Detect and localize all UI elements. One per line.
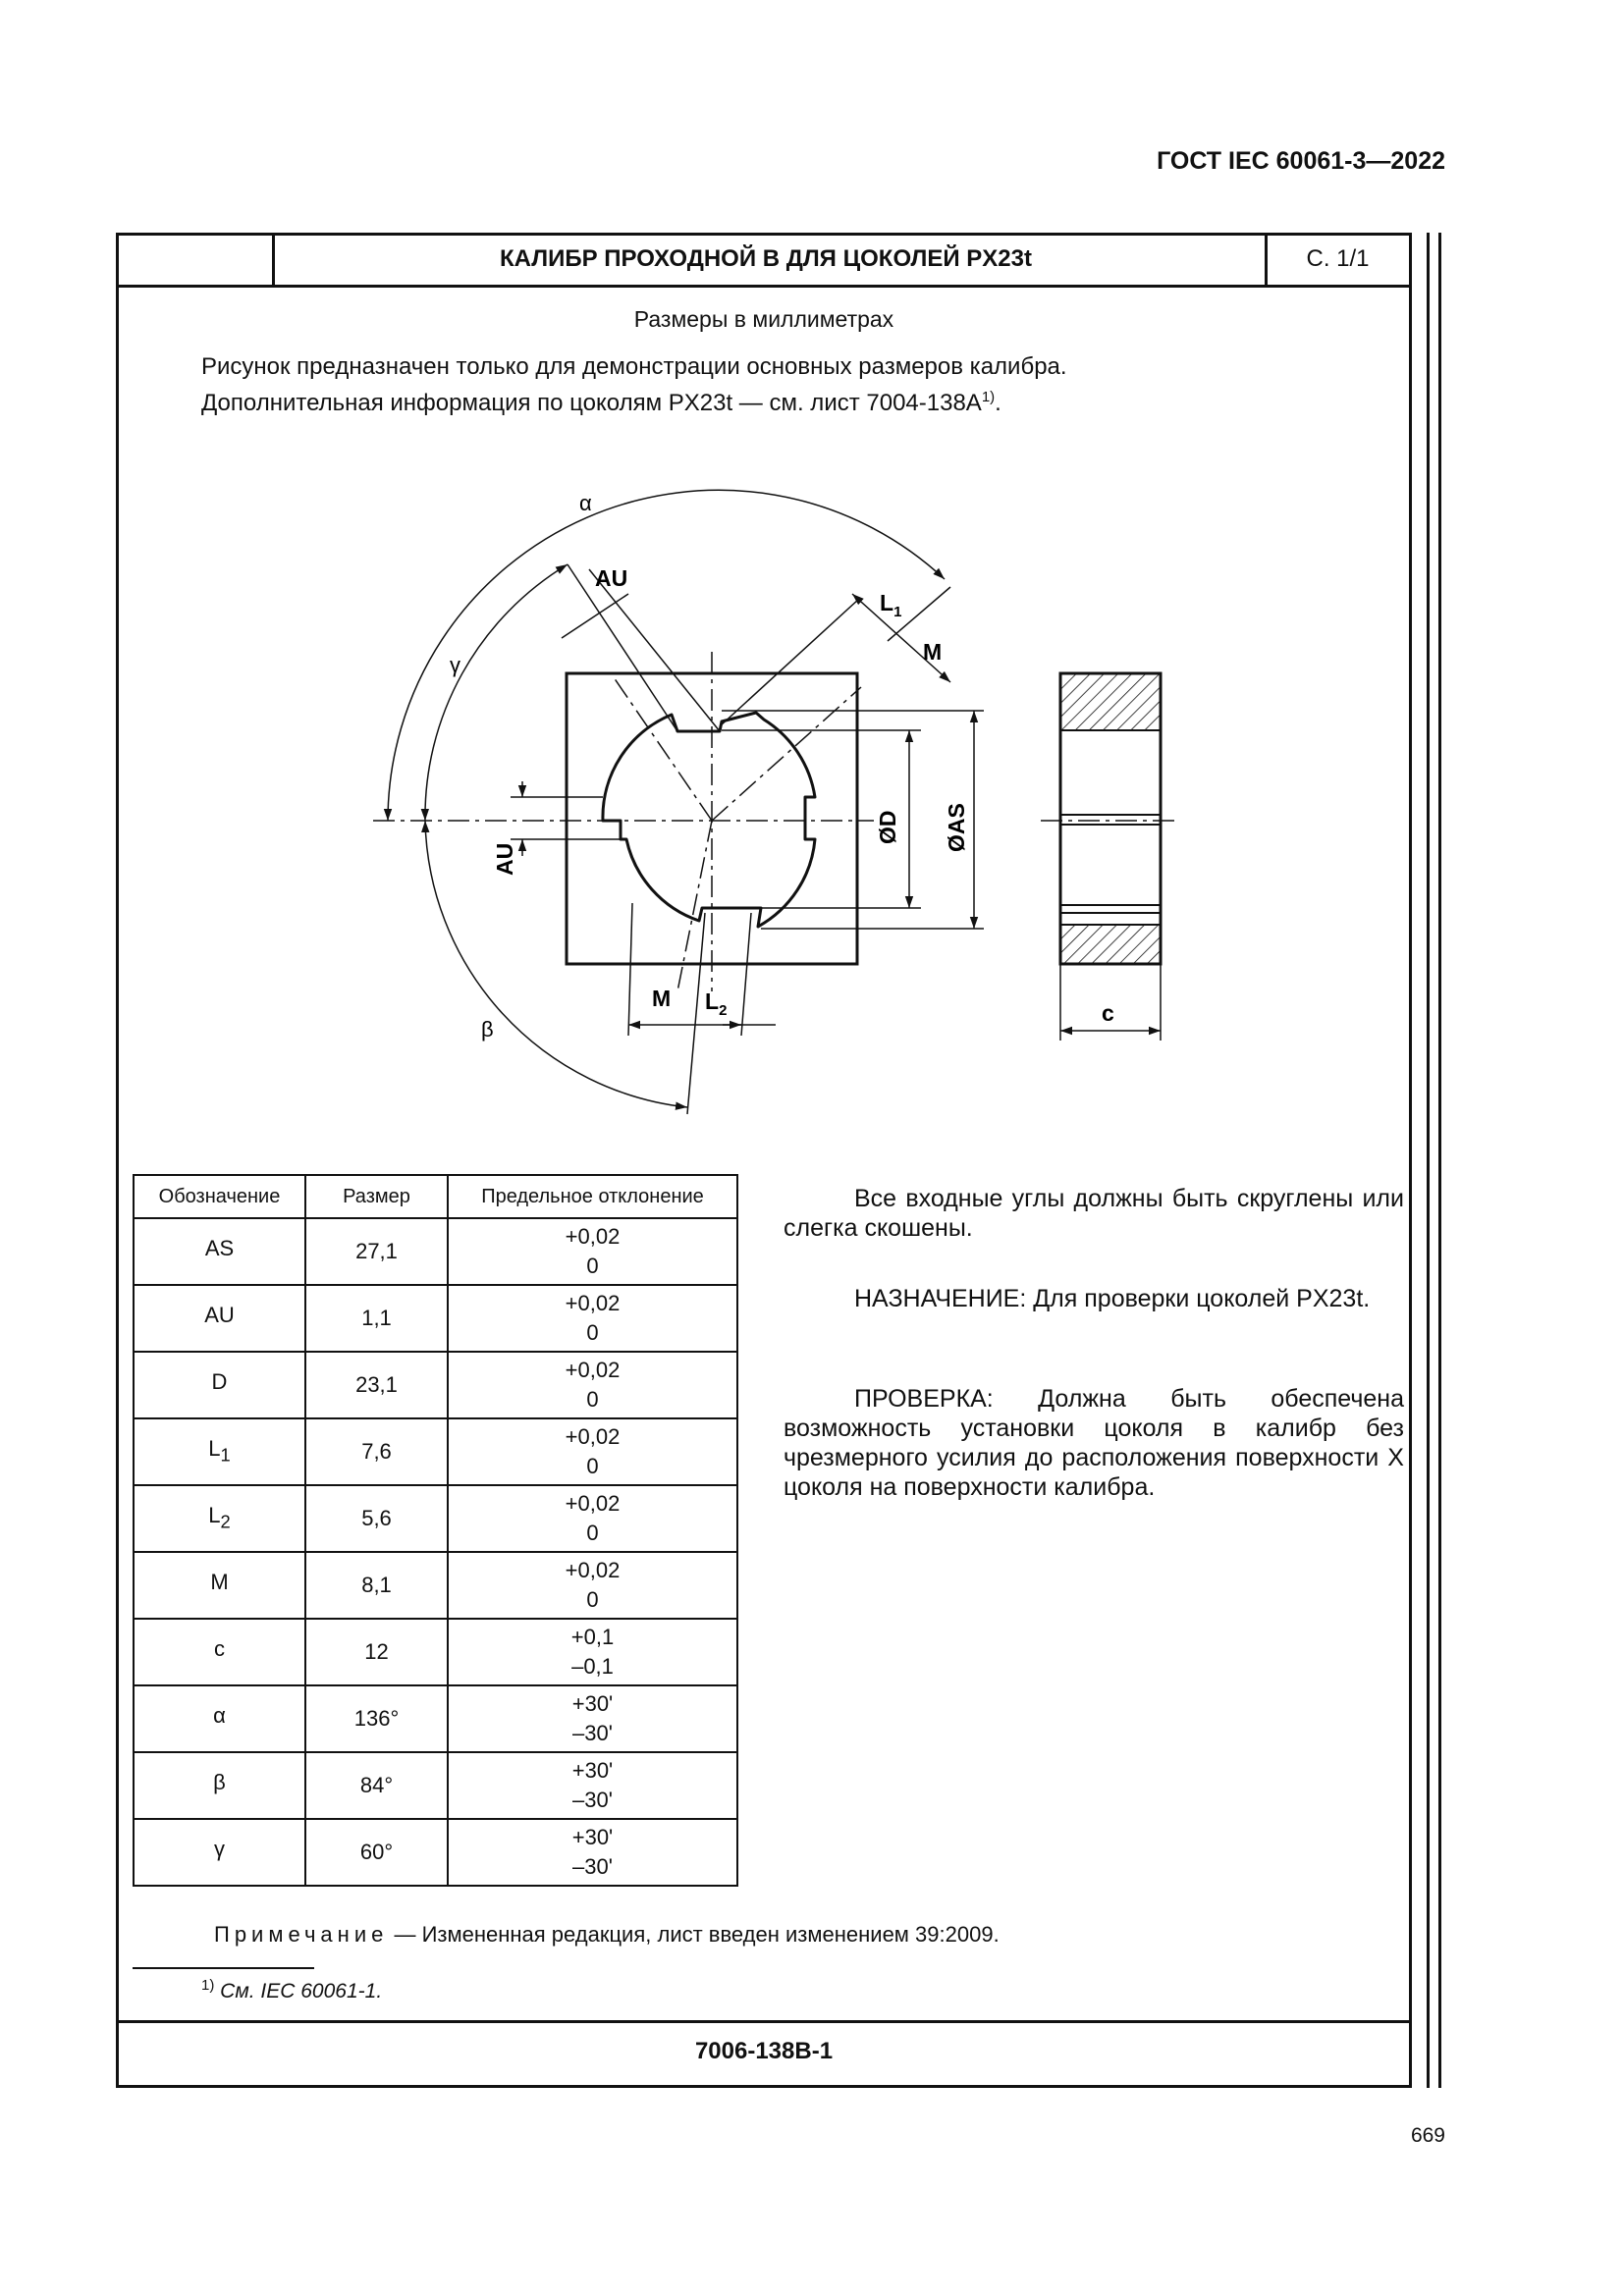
tolerance-upper: +30' (571, 1825, 614, 1849)
d-label: ØD (875, 810, 900, 844)
tolerance-lower: 0 (586, 1587, 599, 1612)
l2-letter: L (705, 988, 720, 1014)
tolerance-lower: 0 (586, 1254, 599, 1278)
designation-symbol: α (213, 1702, 226, 1728)
footnote (201, 1977, 382, 2003)
sheet-title: КАЛИБР ПРОХОДНОЙ B ДЛЯ ЦОКОЛЕЙ PX23t (500, 245, 1032, 272)
extension-line (741, 913, 751, 1036)
designation-subscript: 1 (220, 1444, 231, 1466)
cell-designation (134, 1285, 305, 1352)
footnote-separator (133, 1967, 314, 1969)
m-bottom-label: M (652, 986, 672, 1011)
intro-line-1: Рисунок предназначен только для демонстрации основных размеров калибра. (201, 353, 1067, 380)
tolerance-upper: +0,02 (565, 1558, 621, 1582)
cell-designation (134, 1819, 305, 1886)
table-row (134, 1218, 737, 1285)
tolerance-lower: 0 (586, 1454, 599, 1478)
table-row (134, 1285, 737, 1352)
sheet-page-number: С. 1/1 (1306, 245, 1370, 272)
side-view-hatch-top (1060, 673, 1161, 730)
extension-line (589, 569, 720, 731)
l2-label (705, 988, 727, 1019)
l1-subscript: 1 (893, 604, 902, 620)
tolerance-upper: +0,02 (565, 1491, 621, 1516)
alpha-label: α (579, 491, 592, 515)
cell-size: 8,1 (305, 1552, 448, 1619)
cell-designation (134, 1485, 305, 1552)
cell-designation (134, 1752, 305, 1819)
table-row (134, 1552, 737, 1619)
table-body (134, 1218, 737, 1886)
table-row (134, 1685, 737, 1752)
table-row (134, 1418, 737, 1485)
tolerance-lower: 0 (586, 1387, 599, 1412)
tolerance-lower: 0 (586, 1521, 599, 1545)
m-top-label: M (923, 639, 943, 665)
cell-size: 12 (305, 1619, 448, 1685)
header-tolerance: Предельное отклонение (448, 1175, 737, 1218)
footer-row-divider (116, 2020, 1412, 2023)
l1-label (880, 590, 901, 620)
c-label: c (1102, 1000, 1114, 1026)
angled-centerline (677, 821, 712, 991)
l2-subscript: 2 (719, 1002, 728, 1019)
paragraph-corners (784, 1184, 1404, 1243)
beta-label: β (481, 1017, 494, 1041)
tolerance-upper: +0,02 (565, 1424, 621, 1449)
footnote-text: См. IEC 60061-1. (214, 1980, 383, 2002)
cell-designation (134, 1352, 305, 1418)
side-view-hatch-bottom (1060, 925, 1161, 964)
cell-tolerance (448, 1485, 737, 1552)
tolerance-upper: +0,02 (565, 1224, 621, 1249)
document-code: ГОСТ IEC 60061-3—2022 (1157, 147, 1445, 175)
designation-symbol: D (211, 1368, 228, 1394)
dimensions-table (133, 1174, 738, 1887)
cell-tolerance (448, 1552, 737, 1619)
note-label: Примечание (214, 1922, 389, 1947)
gamma-arc (425, 564, 568, 821)
extension-line (687, 913, 705, 1114)
cell-tolerance (448, 1752, 737, 1819)
l1-letter: L (880, 590, 894, 615)
header-designation: Обозначение (134, 1175, 305, 1218)
cell-size: 136° (305, 1685, 448, 1752)
cell-tolerance (448, 1352, 737, 1418)
footnote-mark: 1) (201, 1977, 215, 1994)
tolerance-upper: +0,1 (570, 1625, 615, 1649)
cell-size: 60° (305, 1819, 448, 1886)
au-top-label: AU (595, 565, 628, 591)
cell-size: 1,1 (305, 1285, 448, 1352)
angled-centerline (614, 677, 712, 821)
footnote-ref: 1) (981, 389, 996, 405)
cell-size: 23,1 (305, 1352, 448, 1418)
table-row (134, 1619, 737, 1685)
cell-size: 5,6 (305, 1485, 448, 1552)
tolerance-upper: +0,02 (565, 1291, 621, 1315)
cell-tolerance (448, 1285, 737, 1352)
designation-symbol: γ (214, 1836, 225, 1861)
au-left-label: AU (492, 842, 517, 876)
intro-line-2-text: Дополнительная информация по цоколям PX23t — см. лист 7004-138A (201, 390, 982, 416)
units-caption: Размеры в миллиметрах (633, 306, 894, 332)
cell-designation (134, 1418, 305, 1485)
cell-tolerance (448, 1218, 737, 1285)
alpha-arc (388, 490, 945, 821)
designation-symbol: M (210, 1569, 229, 1594)
header-size: Размер (305, 1175, 448, 1218)
cell-designation (134, 1552, 305, 1619)
paragraph-check (784, 1384, 1404, 1502)
cell-size: 84° (305, 1752, 448, 1819)
cell-size: 7,6 (305, 1418, 448, 1485)
designation-symbol: AU (204, 1302, 235, 1327)
table-row (134, 1485, 737, 1552)
cell-designation (134, 1619, 305, 1685)
designation-symbol: β (213, 1769, 226, 1794)
designation-symbol: AS (204, 1235, 235, 1260)
extension-line (628, 903, 632, 1036)
note (214, 1922, 1000, 1948)
designation-symbol: L (208, 1435, 221, 1461)
cell-tolerance (448, 1418, 737, 1485)
as-label: ØAS (944, 803, 969, 852)
tolerance-upper: +0,02 (565, 1358, 621, 1382)
au-top-dimension (562, 594, 628, 638)
intro-line-2-end: . (995, 390, 1001, 416)
note-text: — Измененная редакция, лист введен изменением 39:2009. (388, 1922, 1000, 1947)
paragraph-purpose-text: НАЗНАЧЕНИЕ: Для проверки цоколей PX23t. (854, 1285, 1371, 1312)
tolerance-upper: +30' (571, 1758, 614, 1783)
angled-centerline (712, 687, 861, 821)
paragraph-check-text: ПРОВЕРКА: Должна быть обеспечена возможность установки цоколя в калибр без чрезмерного усилия до расположения поверхности X цоколя на поверхности калибра. (784, 1385, 1404, 1501)
tolerance-lower: –0,1 (571, 1654, 614, 1679)
cell-tolerance (448, 1685, 737, 1752)
table-row (134, 1752, 737, 1819)
cell-size: 27,1 (305, 1218, 448, 1285)
page-number: 669 (1410, 2124, 1445, 2147)
table-row (134, 1819, 737, 1886)
designation-symbol: c (214, 1635, 225, 1661)
paragraph-purpose (784, 1284, 1404, 1313)
cell-designation (134, 1218, 305, 1285)
tolerance-lower: 0 (586, 1320, 599, 1345)
table-header-row (134, 1175, 737, 1218)
table-row (134, 1352, 737, 1418)
gamma-label: γ (450, 653, 460, 677)
tolerance-upper: +30' (571, 1691, 614, 1716)
tolerance-lower: –30' (572, 1788, 613, 1812)
bore-profile (603, 713, 815, 927)
cell-designation (134, 1685, 305, 1752)
paragraph-corners-text: Все входные углы должны быть скруглены или слегка скошены. (784, 1185, 1404, 1242)
tolerance-lower: –30' (572, 1854, 613, 1879)
cell-tolerance (448, 1619, 737, 1685)
tolerance-lower: –30' (572, 1721, 613, 1745)
sheet-id: 7006-138B-1 (694, 2038, 834, 2064)
cell-tolerance (448, 1819, 737, 1886)
designation-subscript: 2 (220, 1511, 231, 1532)
designation-symbol: L (208, 1502, 221, 1527)
